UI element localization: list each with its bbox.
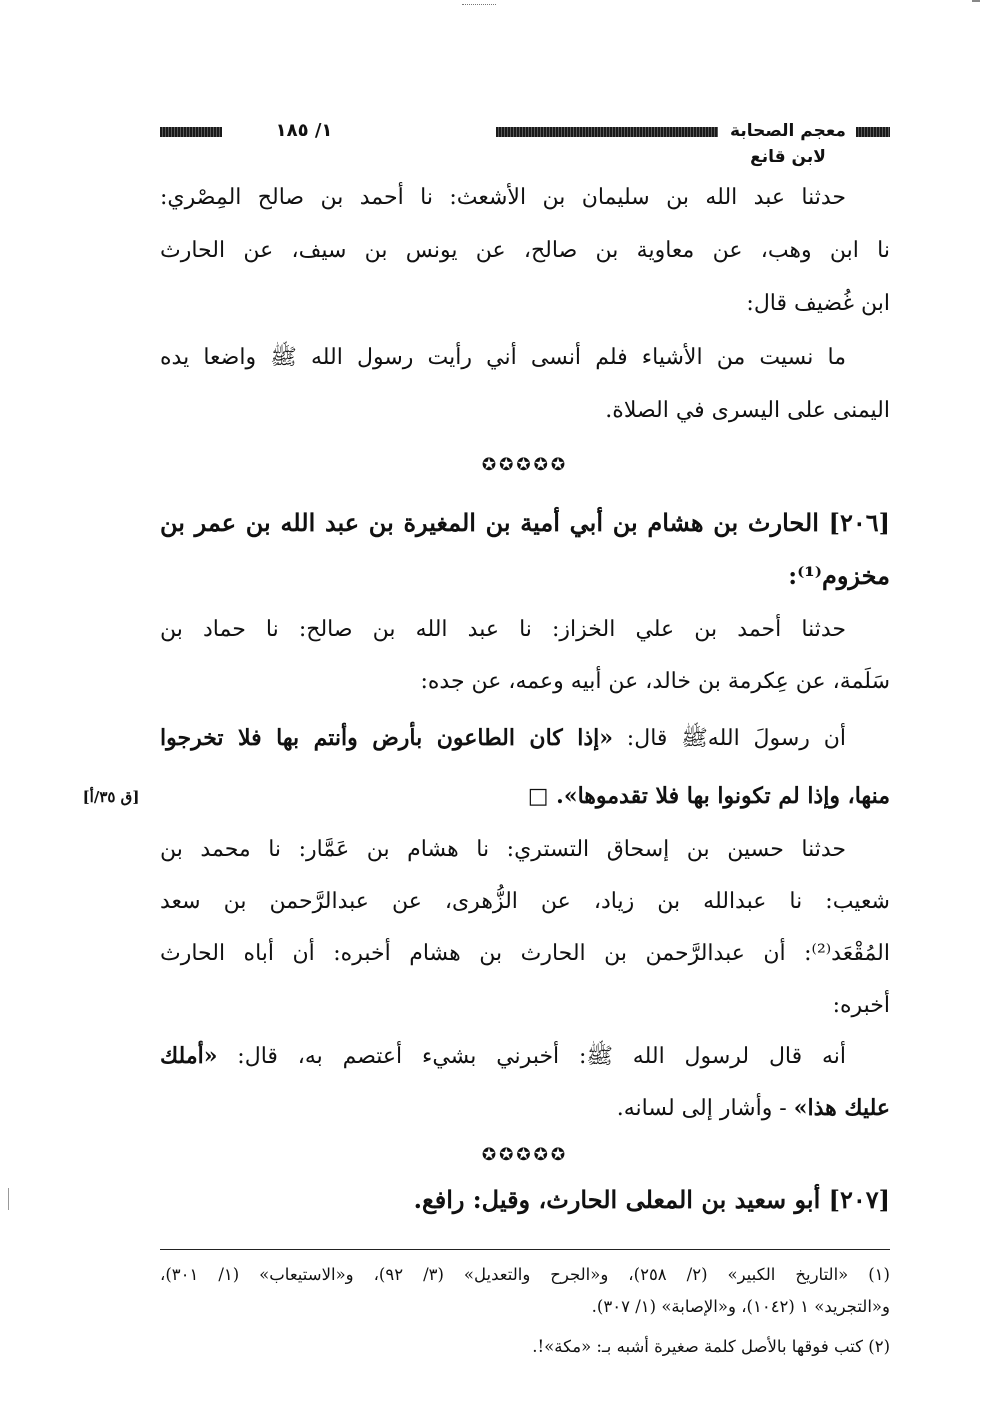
section-separator: ✪✪✪✪✪	[481, 455, 569, 475]
footnote-line: (٢) كتب فوقها بالأصل كلمة صغيرة أشبه بـ: «مكة»!.	[532, 1337, 890, 1356]
text-line: نا ابن وهب، عن معاوية بن صالح، عن يونس بن سيف، عن الحارث	[160, 238, 890, 263]
hadith-line	[160, 1038, 890, 1075]
book-title: معجم الصحابة لابن قانع	[730, 121, 846, 167]
hadith-text: «أملك	[160, 1043, 218, 1069]
hadith-text: «إذا كان الطاعون بأرض وأنتم بها فلا تخرجوا	[160, 725, 613, 751]
text-line: ابن غُضيف قال:	[746, 291, 890, 316]
header-bar-left	[160, 127, 222, 137]
running-header	[160, 118, 890, 167]
text-line: المُقْعَد⁽²⁾: أن عبدالرَّحمن بن الحارث بن هشام أخبره: أن أباه الحارث	[160, 941, 890, 966]
footnote-line: (١) «التاريخ الكبير» (٢/ ٢٥٨)، و«الجرح والتعديل» (٣/ ٩٢)، و«الاستيعاب» (١/ ٣٠١)،	[160, 1265, 890, 1284]
hadith-intro: أن رسولَ اللهﷺ قال:	[613, 726, 847, 751]
text-line: سَلَمة، عن عِكرمة بن خالد، عن أبيه وعمه، عن جده:	[420, 669, 890, 694]
scan-mark-top	[462, 4, 496, 5]
text-line: حدثنا أحمد بن علي الخزاز: نا عبد الله بن صالح: نا حماد بن	[160, 617, 846, 642]
hadith-intro: أنه قال لرسول الله ﷺ: أخبرني بشيء أعتصم به، قال:	[217, 1044, 846, 1069]
hadith-outro: - وأشار إلى لسانه.	[616, 1096, 794, 1121]
hadith-text: عليك هذا»	[793, 1095, 890, 1121]
footnote-line: و«التجريد» ١ (١٠٤٢)، و«الإصابة» (١/ ٣٠٧).	[591, 1297, 890, 1316]
text-line: شعيب: نا عبدالله بن زياد، عن الزُّهرى، عن عبدالرَّحمن بن سعد	[160, 889, 890, 914]
footnote-rule	[160, 1249, 890, 1250]
entry-heading: مخزوم⁽¹⁾:	[788, 561, 890, 590]
text-line: حدثنا حسين بن إسحاق التستري: نا هشام بن عَمَّار: نا محمد بن	[160, 837, 846, 862]
manuscript-folio-note: [ق ٣٥/أ]	[82, 788, 140, 806]
text-line: حدثنا عبد الله بن سليمان بن الأشعث: نا أحمد بن صالح المِصْري:	[160, 185, 847, 210]
hadith-line	[160, 1090, 890, 1127]
header-bar-right	[856, 127, 890, 137]
section-separator: ✪✪✪✪✪	[481, 1145, 569, 1165]
hadith-text-line: منها، وإذا لم تكونوا بها فلا تقدموها». □	[527, 783, 890, 809]
header-bar-middle	[496, 127, 718, 137]
scan-mark-left	[8, 1188, 9, 1210]
page-reference: ١/ ١٨٥	[275, 120, 333, 141]
scan-mark-right	[972, 0, 980, 2]
text-line: أخبره:	[832, 993, 890, 1018]
entry-heading: [٢٠٦] الحارث بن هشام بن أبي أمية بن المغيرة بن عبد الله بن عمر بن	[160, 508, 890, 537]
hadith-line	[160, 720, 890, 757]
entry-heading: [٢٠٧] أبو سعيد بن المعلى الحارث، وقيل: رافع.	[413, 1185, 890, 1214]
text-line: اليمنى على اليسرى في الصلاة.	[605, 398, 890, 423]
text-line: ما نسيت من الأشياء فلم أنسى أني رأيت رسول الله ﷺ واضعا يده	[160, 345, 846, 370]
